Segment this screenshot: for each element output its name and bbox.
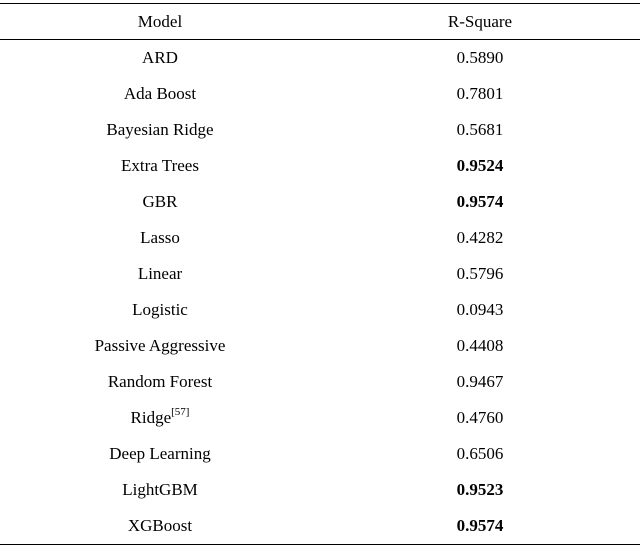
- model-name: ARD: [142, 48, 178, 67]
- model-name: GBR: [142, 192, 178, 211]
- model-cell: [0, 256, 320, 292]
- table-row: [0, 328, 640, 364]
- table-row: [0, 40, 640, 77]
- table-row: [0, 292, 640, 328]
- r-square-value: 0.5796: [456, 264, 504, 283]
- model-name: Ridge: [130, 408, 172, 427]
- model-name: XGBoost: [127, 516, 193, 535]
- r-square-value: 0.7801: [456, 84, 504, 103]
- model-cell: [0, 76, 320, 112]
- table-row: [0, 400, 640, 436]
- model-cell: [0, 328, 320, 364]
- r-square-value: 0.0943: [456, 300, 504, 319]
- model-name: Ada Boost: [123, 84, 197, 103]
- model-cell: [0, 292, 320, 328]
- table-header: [0, 4, 640, 40]
- citation-ref: [57]: [171, 406, 190, 419]
- model-name: Linear: [137, 264, 183, 283]
- table-row: [0, 472, 640, 508]
- model-cell: [0, 400, 320, 436]
- table-row: [0, 220, 640, 256]
- model-name: Extra Trees: [121, 156, 199, 175]
- model-cell: [0, 220, 320, 256]
- model-cell: [0, 148, 320, 184]
- header-row: [0, 4, 640, 40]
- table-row: [0, 508, 640, 545]
- model-cell: [0, 40, 320, 77]
- model-cell: [0, 184, 320, 220]
- table-row: [0, 76, 640, 112]
- model-name: Deep Learning: [109, 444, 211, 463]
- table-row: [0, 436, 640, 472]
- model-name: LightGBM: [122, 480, 198, 499]
- table-row: [0, 364, 640, 400]
- r-square-value: 0.9574: [456, 516, 504, 535]
- table-row: [0, 184, 640, 220]
- r-square-value: 0.9524: [456, 156, 504, 175]
- r-square-value: 0.9467: [456, 372, 504, 391]
- model-cell: [0, 508, 320, 545]
- model-name: Bayesian Ridge: [106, 120, 214, 139]
- r-square-value: 0.6506: [456, 444, 504, 463]
- table-row: [0, 112, 640, 148]
- results-table: [0, 3, 640, 545]
- model-name: Lasso: [140, 228, 180, 247]
- model-name: Logistic: [132, 300, 188, 319]
- r-square-value: 0.5890: [456, 48, 504, 67]
- r-square-value: 0.9574: [456, 192, 504, 211]
- model-cell: [0, 472, 320, 508]
- table-body: [0, 40, 640, 545]
- model-cell: [0, 364, 320, 400]
- r-square-value: 0.4760: [456, 408, 504, 427]
- model-name: Passive Aggressive: [94, 336, 226, 355]
- r-square-value: 0.4408: [456, 336, 504, 355]
- model-cell: [0, 436, 320, 472]
- r-square-value: 0.4282: [456, 228, 504, 247]
- table-row: [0, 256, 640, 292]
- r-square-value: 0.9523: [456, 480, 504, 499]
- table-row: [0, 148, 640, 184]
- r-square-value: 0.5681: [456, 120, 504, 139]
- model-name: Random Forest: [107, 372, 213, 391]
- header-model: Model: [137, 11, 183, 31]
- header-r-square: R-Square: [447, 11, 513, 31]
- model-cell: [0, 112, 320, 148]
